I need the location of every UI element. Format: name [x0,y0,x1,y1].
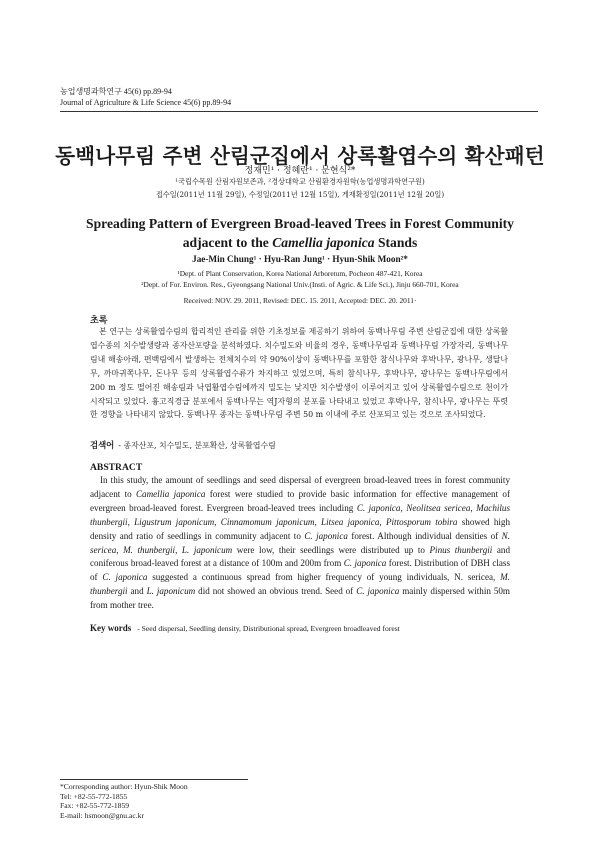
title-english [40,214,560,252]
keywords-english-label: Key words [90,623,132,633]
authors-english: Jae-Min Chung¹ · Hyu-Ran Jung¹ · Hyun-Shik Moon²* [192,254,408,264]
fax-number: Fax: +82-55-772-1859 [60,801,130,811]
authors-korean: 정재민¹ · 정혜란¹ · 문현식²* [244,166,356,176]
title-korean: 동백나무림 주변 산림군집에서 상록활엽수의 확산패턴 [55,144,545,168]
received-dates: Received: NOV. 29. 2011, Revised: DEC. 15. 2011, Accepted: DEC. 20. 2011· [183,296,417,305]
title-english-line1: Spreading Pattern of Evergreen Broad-leaved Trees in Forest Community [86,216,514,231]
running-header [60,86,231,108]
keywords-korean [90,439,276,451]
abstract-korean-body: 본 연구는 상록활엽수림의 합리적인 관리를 위한 기초정보를 제공하기 위하여 동백나무림 주변 산림군집에 대한 상록활엽수종의 치수발생량과 종자산포량을 분석하였다. 치수밀도와 비율의 경우, 동백나무림과 동백나무림 가장자리, 동백나무림내 해송아래, 편백림에서 발생하는 전체치수의 약 90%이상이 동백나무를 포함한 참식나무와 후박나무, 광나무, 생달나무, 까마귀쪽나무, 돈나무 등의 상록활엽수류가 차지하고 있었으며, 특히 참식나무, 후박나무, 광나무는 동백나무림에서 200 m 정도 떨어진 해송림과 낙엽활엽수림에까지 밀도는 낮지만 치수발생이 이루어지고 있어 상록활엽수림으로 천이가 시작되고 있었다. 흉고직경급 분포에서 동백나무는 역J자형의 분포를 나타내고 있었고 후박나무, 참식나무, 광나무는 뚜렷한 경향을 나타내지 않았다. 동백나무 종자는 동백나무림 주변 50 m 이내에 주로 산포되고 있는 것으로 조사되었다. [90,327,508,420]
keywords-english [90,623,400,633]
journal-name-english: Journal of Agriculture & Life Science 45(6) pp.89-94 [60,98,232,107]
keywords-english-list: - Seed dispersal, Seedling density, Distributional spread, Evergreen broadleaved forest [137,624,400,633]
dates-korean: 접수일(2011년 11월 29일), 수정일(2011년 12월 15일), 게재확정일(2011년 12월 20일) [155,190,445,199]
species-name: Camellia japonica [272,235,375,250]
abstract-korean-heading: 초록 [90,316,108,326]
abstract-english-body: In this study, the amount of seedlings and seed dispersal of evergreen broad-leaved trees in forest community adjacent to Camellia japonica forest were studied to provide basic information for effective management of evergreen broad-leaved forest. Evergreen broad-leaved trees including C. japonica, Neolitsea sericea, Machilus thunbergii, Ligustrum japonicum, Cinnamomum japonicum, Litsea japonica, Pittosporum tobira showed high density and ratio of seedlings in community adjacent to C. japonica forest. Although individual densities of N. sericea, M. thunbergii, L. japonicum were low, their seedlings were distributed up to Pinus thunbergii and coniferous broad-leaved forest at a distance of 100m and 200m from C. japonica forest. Distribution of DBH class of C. japonica suggested a continuous spread from higher frequency of young individuals, N. sericea, M. thunbergii and L. japonicum did not showed an obvious trend. Seed of C. japonica mainly dispersed within 50m from mother tree. [90,475,511,611]
affiliation-english-2: ²Dept. of For. Environ. Res., Gyeongsang National Univ.(Insti. of Agric. & Life Sci.), Jinju 660-701, Korea [141,280,459,289]
title-english-line2: adjacent to the Camellia japonica Stands [182,235,418,250]
keywords-korean-list: - 종자산포, 치수밀도, 분포확산, 상록활엽수림 [118,441,276,450]
footnote-rule [60,779,248,780]
journal-name-korean: 농업생명과학연구 45(6) pp.89-94 [60,87,172,96]
header-rule [60,111,538,112]
phone-number: Tel: +82-55-772-1855 [60,791,128,801]
affiliation-english-1: ¹Dept. of Plant Conservation, Korea National Arboretum, Pocheon 487-421, Korea [177,269,423,278]
email-address: E-mail: hsmoon@gnu.ac.kr [60,810,144,820]
affiliations-korean: ¹국립수목원 산림자원보존과, ²경상대학교 산림환경자원학(농업생명과학연구원) [175,177,425,186]
corresponding-footnote [60,782,188,820]
abstract-english-heading: ABSTRACT [90,462,143,473]
keywords-korean-label: 검색어 [90,440,115,450]
corresponding-author: *Corresponding author: Hyun-Shik Moon [60,782,188,791]
